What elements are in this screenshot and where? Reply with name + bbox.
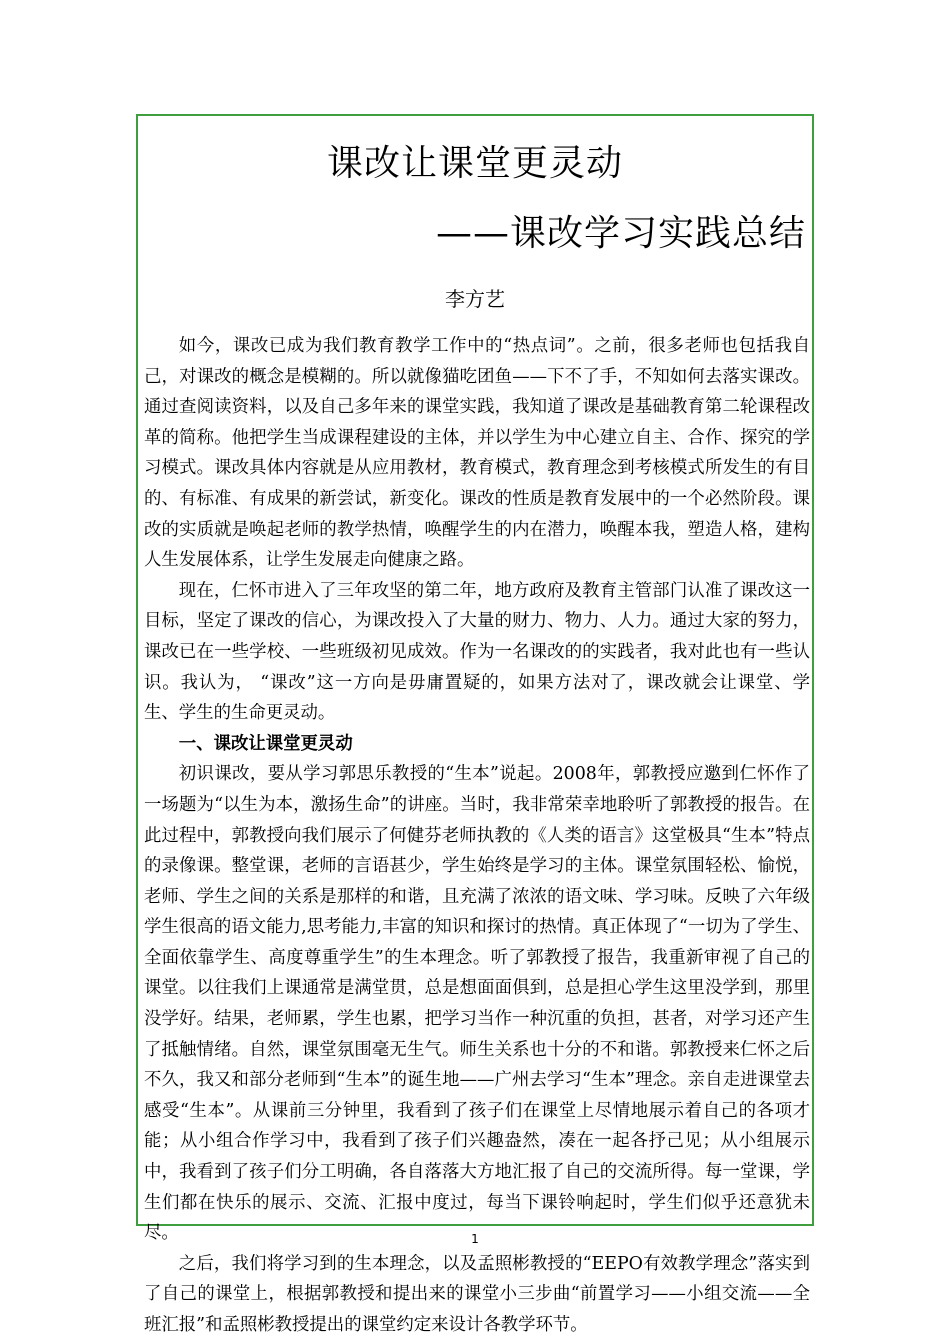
document-body: [144, 331, 810, 1341]
paragraph: 如今，课改已成为我们教育教学工作中的“热点词”。之前，很多老师也包括我自己，对课改的概念是模糊的。所以就像猫吃团鱼——下不了手，不知如何去落实课改。通过查阅读资料，以及自己多年来的课堂实践，我知道了课改是基础教育第二轮课程改革的简称。他把学生当成课程建设的主体，并以学生为中心建立自主、合作、探究的学习模式。课改具体内容就是从应用教材，教育模式，教育理念到考核模式所发生的有目的、有标准、有成果的新尝试，新变化。课改的性质是教育发展中的一个必然阶段。课改的实质就是唤起老师的教学热情，唤醒学生的内在潜力，唤醒本我，塑造人格，建构人生发展体系，让学生发展走向健康之路。: [144, 336, 810, 571]
paragraph: 初识课改，要从学习郭思乐教授的“生本”说起。2008年，郭教授应邀到仁怀作了一场题为“以生为本，激扬生命”的讲座。当时，我非常荣幸地聆听了郭教授的报告。在此过程中，郭教授向我们展示了何健芬老师执教的《人类的语言》这堂极具“生本”特点的录像课。整堂课，老师的言语甚少，学生始终是学习的主体。课堂氛围轻松、愉悦，老师、学生之间的关系是那样的和谐，且充满了浓浓的语文味、学习味。反映了六年级学生很高的语文能力,思考能力,丰富的知识和探讨的热情。真正体现了“一切为了学生、全面依靠学生、高度尊重学生”的生本理念。听了郭教授了报告，我重新审视了自己的课堂。以往我们上课通常是满堂贯，总是想面面俱到，总是担心学生这里没学到，那里没学好。结果，老师累，学生也累，把学习当作一种沉重的负担，甚者，对学习还产生了抵触情绪。自然，课堂氛围毫无生气。师生关系也十分的不和谐。郭教授来仁怀之后不久，我又和部分老师到“生本”的诞生地——广州去学习“生本”理念。亲自走进课堂去感受“生本”。从课前三分钟里，我看到了孩子们在课堂上尽情地展示着自己的各项才能；从小组合作学习中，我看到了孩子们兴趣盎然，凑在一起各抒己见；从小组展示中，我看到了孩子们分工明确，各自落落大方地汇报了自己的交流所得。每一堂课，学生们都在快乐的展示、交流、汇报中度过，每当下课铃响起时，学生们似乎还意犹未尽。: [144, 764, 810, 1244]
section-heading: 一、课改让课堂更灵动: [178, 733, 353, 754]
paragraph: 之后，我们将学习到的生本理念，以及孟照彬教授的“EEPO有效教学理念”落实到了自己的课堂上，根据郭教授和提出来的课堂小三步曲“前置学习——小组交流——全班汇报”和孟照彬教授提出的课堂约定来设计各教学环节。: [144, 1253, 810, 1335]
paragraph: 现在，仁怀市进入了三年攻坚的第二年，地方政府及教育主管部门认准了课改这一目标，坚定了课改的信心，为课改投入了大量的财力、物力、人力。通过大家的努力，课改已在一些学校、一些班级初见成效。作为一名课改的的实践者，我对此也有一些认识。我认为， “课改”这一方向是毋庸置疑的，如果方法对了，课改就会让课堂、学生、学生的生命更灵动。: [144, 580, 810, 724]
author-name: 李方艺: [445, 287, 505, 311]
document-subtitle: ——课改学习实践总结: [435, 213, 806, 254]
page-number: 1: [471, 1232, 479, 1246]
document-title: 课改让课堂更灵动: [326, 143, 623, 184]
